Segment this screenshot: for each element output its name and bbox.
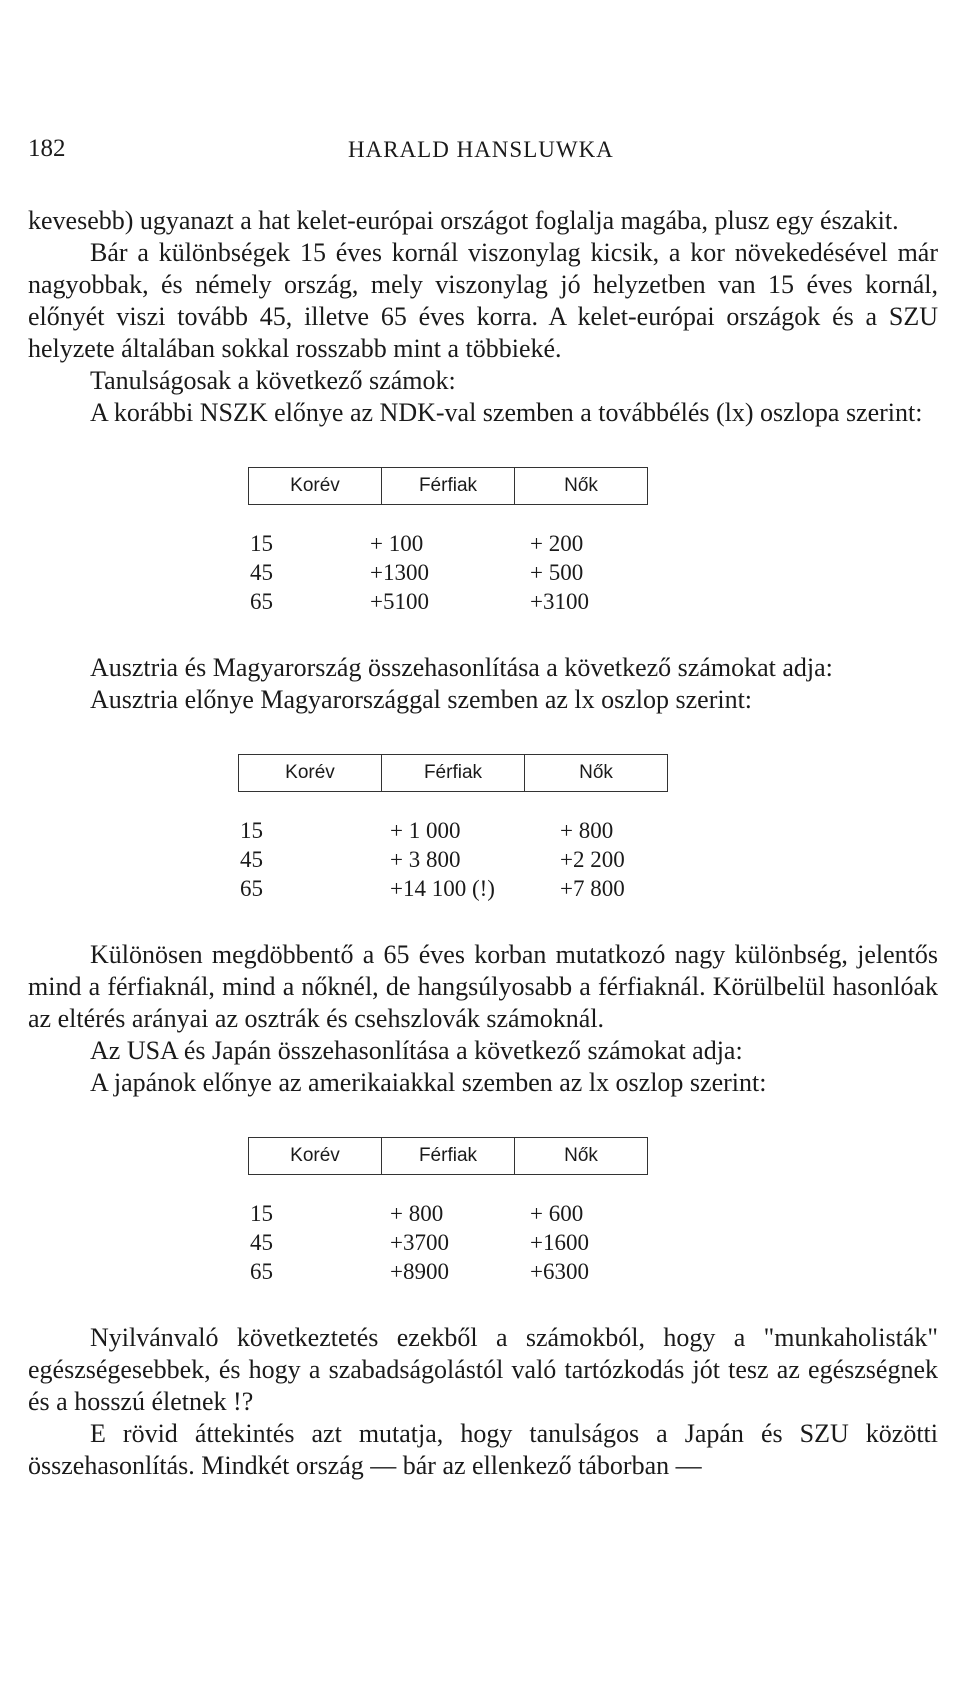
running-title: HARALD HANSLUWKA — [348, 137, 614, 162]
column-header: Nők — [514, 468, 648, 504]
paragraph: A korábbi NSZK előnye az NDK-val szemben a továbbélés (lx) oszlopa szerint: — [90, 398, 923, 427]
table-cell: 15 — [250, 531, 273, 556]
table-header — [238, 754, 668, 792]
table-cell: + 3 800 — [390, 847, 461, 872]
paragraph: E rövid áttekintés azt mutatja, hogy tanulságos a Japán és SZU közötti összehasonlítás. Mindkét ország — bár az ellenkező táborban — — [28, 1419, 938, 1480]
table-cell: + 500 — [530, 560, 584, 585]
table-header — [248, 467, 648, 505]
table-cell: +7 800 — [560, 876, 625, 901]
column-header: Korév — [238, 755, 381, 791]
paragraph: Nyilvánvaló következtetés ezekből a számokból, hogy a "munkaholisták" egészségesebbek, és hogy a szabadságolástól való tartózkodás jót tesz az egészségnek és a hosszú életnek !? — [28, 1323, 938, 1416]
table-cell: 45 — [250, 560, 273, 585]
table-cell: + 600 — [530, 1201, 584, 1226]
table-cell: 45 — [240, 847, 263, 872]
table-body — [240, 816, 680, 903]
table-nszk-ndk — [248, 467, 938, 652]
table-cell: + 200 — [530, 531, 584, 556]
table-japan-usa — [248, 1137, 938, 1322]
table-row — [250, 529, 650, 558]
table-row — [250, 558, 650, 587]
table-row — [240, 874, 680, 903]
table-austria-hungary — [238, 754, 938, 939]
column-header: Férfiak — [381, 1138, 514, 1174]
table-cell: + 100 — [370, 531, 424, 556]
paragraph: Különösen megdöbbentő a 65 éves korban mutatkozó nagy különbség, jelentős mind a férfiaknál, mind a nőknél, de hangsúlyosabb a férfiaknál. Körülbelül hasonlóak az eltérés arányai az osztrák és csehszlovák számoknál. — [28, 940, 938, 1033]
table-cell: 45 — [250, 1230, 273, 1255]
column-header: Férfiak — [381, 468, 514, 504]
paragraph: Az USA és Japán összehasonlítása a következő számokat adja: — [90, 1036, 743, 1065]
paragraph: Ausztria előnye Magyarországgal szemben az lx oszlop szerint: — [90, 685, 753, 714]
column-header: Korév — [248, 468, 381, 504]
table-row — [250, 1257, 650, 1286]
page-number: 182 — [28, 135, 66, 162]
column-header: Nők — [524, 755, 668, 791]
table-cell: 65 — [250, 589, 273, 614]
table-cell: + 800 — [390, 1201, 444, 1226]
paragraph: Ausztria és Magyarország összehasonlítása a következő számokat adja: — [90, 653, 833, 682]
paragraph: A japánok előnye az amerikaiakkal szemben az lx oszlop szerint: — [90, 1068, 767, 1097]
table-cell: +3700 — [390, 1230, 449, 1255]
table-body — [250, 1199, 650, 1286]
table-cell: +6300 — [530, 1259, 589, 1284]
table-cell: 15 — [240, 818, 263, 843]
table-cell: + 1 000 — [390, 818, 461, 843]
page-header — [28, 135, 938, 175]
table-cell: + 800 — [560, 818, 614, 843]
table-row — [250, 1228, 650, 1257]
table-row — [250, 587, 650, 616]
column-header: Nők — [514, 1138, 648, 1174]
paragraph: Tanulságosak a következő számok: — [90, 366, 456, 395]
table-cell: +2 200 — [560, 847, 625, 872]
table-row — [250, 1199, 650, 1228]
paragraph: Bár a különbségek 15 éves kornál viszonylag kicsik, a kor növekedésével már nagyobbak, és némely ország, mely viszonylag jó helyzetben van 15 éves kornál, előnyét viszi tovább 45, illetve 65 éves korra. A kelet-európai országok és a SZU helyzete általában sokkal rosszabb mint a többieké. — [28, 238, 938, 363]
table-cell: +5100 — [370, 589, 429, 614]
paragraph: kevesebb) ugyanazt a hat kelet-európai országot foglalja magába, plusz egy északit. — [28, 206, 899, 235]
column-header: Férfiak — [381, 755, 524, 791]
book-page — [28, 0, 938, 1697]
table-row — [240, 845, 680, 874]
table-header — [248, 1137, 648, 1175]
table-cell: +1600 — [530, 1230, 589, 1255]
table-cell: 65 — [250, 1259, 273, 1284]
column-header: Korév — [248, 1138, 381, 1174]
table-cell: 15 — [250, 1201, 273, 1226]
table-cell: +1300 — [370, 560, 429, 585]
table-cell: +14 100 (!) — [390, 876, 495, 901]
table-body — [250, 529, 650, 616]
table-cell: +3100 — [530, 589, 589, 614]
body-text — [28, 205, 938, 1482]
table-row — [240, 816, 680, 845]
table-cell: +8900 — [390, 1259, 449, 1284]
table-cell: 65 — [240, 876, 263, 901]
